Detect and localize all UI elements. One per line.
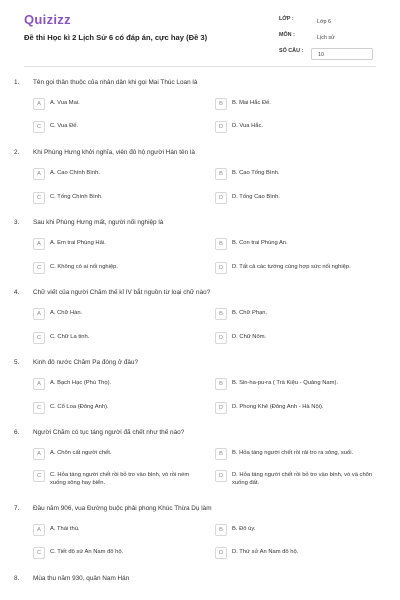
subject-label: MÔN : <box>279 32 295 38</box>
question-number: 4. <box>14 289 20 296</box>
option-b[interactable] <box>215 238 380 252</box>
option-letter-badge: D <box>215 332 227 344</box>
option-letter-badge: B <box>215 238 227 250</box>
option-text: A. Chôn cất người chết. <box>50 450 112 456</box>
question-text: Khi Phùng Hưng khởi nghĩa, viên đô hộ người Hán tên là <box>33 149 195 156</box>
option-a[interactable] <box>33 168 198 182</box>
option-d[interactable] <box>215 262 380 276</box>
option-a[interactable] <box>33 98 198 112</box>
class-label: LỚP : <box>279 16 294 22</box>
question-number: 1. <box>14 79 20 86</box>
option-letter-badge: B <box>215 98 227 110</box>
count-value: 10 <box>311 48 373 60</box>
option-d[interactable] <box>215 470 380 492</box>
option-text: D. Tống Cao Bình. <box>232 194 280 200</box>
option-text: B. Sin-ha-pu-ra ( Trà Kiệu - Quảng Nam). <box>232 380 338 386</box>
option-letter-badge: C <box>33 332 45 344</box>
option-a[interactable] <box>33 448 198 462</box>
header-divider <box>24 66 376 67</box>
option-letter-badge: A <box>33 238 45 250</box>
option-text: D. Vua Hắc. <box>232 123 264 129</box>
question-number: 8. <box>14 575 20 582</box>
option-c[interactable] <box>33 402 198 416</box>
option-letter-badge: C <box>33 470 45 482</box>
option-letter-badge: A <box>33 378 45 390</box>
option-text: A. Cao Chính Bình. <box>50 170 100 176</box>
option-letter-badge: D <box>215 402 227 414</box>
option-text: A. Vua Mai. <box>50 100 80 106</box>
option-letter-badge: D <box>215 192 227 204</box>
option-letter-badge: A <box>33 98 45 110</box>
option-letter-badge: D <box>215 547 227 559</box>
option-text: D. Phong Khê (Đông Anh - Hà Nội). <box>232 404 324 410</box>
class-value: Lớp 6 <box>317 19 332 25</box>
option-b[interactable] <box>215 524 380 538</box>
option-letter-badge: D <box>215 121 227 133</box>
option-text: C. Vua Đế. <box>50 123 79 129</box>
subject-value: Lịch sử <box>317 35 335 41</box>
option-letter-badge: A <box>33 448 45 460</box>
question-text: Đầu năm 906, vua Đường buộc phải phong Khúc Thừa Dụ làm <box>33 505 212 512</box>
option-text: A. Chữ Hán. <box>50 310 83 316</box>
option-d[interactable] <box>215 402 380 416</box>
option-letter-badge: C <box>33 121 45 133</box>
question-number: 5. <box>14 359 20 366</box>
page-title: Đề thi Học kì 2 Lịch Sử 6 có đáp án, cực hay (Đề 3) <box>24 33 208 42</box>
option-b[interactable] <box>215 448 380 462</box>
option-text: D. Tất cả các tướng cùng hợp sức nối nghiệp. <box>232 264 351 270</box>
option-text: A. Em trai Phùng Hải. <box>50 240 106 246</box>
option-text: D. Hỏa táng người chết rồi bỏ tro vào bình, vò và chôn xuống đất. <box>232 472 373 486</box>
option-text: B. Con trai Phùng An. <box>232 240 288 246</box>
meta-subject-row <box>279 32 373 48</box>
question-number: 2. <box>14 149 20 156</box>
option-text: B. Hỏa táng người chết rồi rải tro ra sông, suối. <box>232 450 354 456</box>
option-text: C. Tống Chính Bình. <box>50 194 103 200</box>
option-text: A. Thái thú. <box>50 526 80 532</box>
option-text: C. Chữ La tinh. <box>50 334 90 340</box>
meta-class-row <box>279 16 373 32</box>
option-c[interactable] <box>33 332 198 346</box>
option-c[interactable] <box>33 262 198 276</box>
option-b[interactable] <box>215 98 380 112</box>
option-c[interactable] <box>33 547 198 561</box>
question-number: 6. <box>14 429 20 436</box>
question-number: 3. <box>14 219 20 226</box>
option-text: C. Hỏa táng người chết rồi bỏ tro vào bình, vò rồi ném xuống sông hay biển. <box>50 472 190 486</box>
option-letter-badge: D <box>215 470 227 482</box>
meta-count-row <box>279 48 373 64</box>
question-text: Mùa thu năm 930, quân Nam Hán <box>33 575 130 582</box>
quizizz-logo: Quizizz <box>24 12 71 27</box>
option-d[interactable] <box>215 547 380 561</box>
option-c[interactable] <box>33 470 198 492</box>
question-text: Sau khi Phùng Hưng mất, người nối nghiệp là <box>33 219 164 226</box>
option-letter-badge: C <box>33 547 45 559</box>
count-label: SỐ CÂU : <box>279 48 304 54</box>
option-a[interactable] <box>33 238 198 252</box>
option-letter-badge: B <box>215 308 227 320</box>
option-a[interactable] <box>33 308 198 322</box>
option-letter-badge: C <box>33 402 45 414</box>
option-letter-badge: A <box>33 308 45 320</box>
option-text: B. Chữ Phạn. <box>232 310 268 316</box>
option-text: B. Đô úy. <box>232 526 256 532</box>
option-c[interactable] <box>33 121 198 135</box>
option-c[interactable] <box>33 192 198 206</box>
option-letter-badge: A <box>33 168 45 180</box>
option-d[interactable] <box>215 121 380 135</box>
option-b[interactable] <box>215 378 380 392</box>
question-text: Chữ viết của người Chăm thế kỉ IV bắt nguồn từ loại chữ nào? <box>33 289 211 296</box>
question-text: Kinh đô nước Chăm Pa đóng ở đâu? <box>33 359 139 366</box>
option-letter-badge: A <box>33 524 45 536</box>
option-text: C. Tiết độ sứ An Nam đô hộ. <box>50 549 124 555</box>
question-text: Tên gọi thân thuộc của nhân dân khi gọi Mai Thúc Loan là <box>33 79 198 86</box>
question-text: Người Chăm có tục táng người đã chết như thế nào? <box>33 429 185 436</box>
option-text: C. Không có ai nối nghiệp. <box>50 264 119 270</box>
option-letter-badge: B <box>215 524 227 536</box>
option-text: D. Thứ sử An Nam đô hộ. <box>232 549 299 555</box>
option-b[interactable] <box>215 168 380 182</box>
option-text: A. Bạch Hạc (Phú Thọ). <box>50 380 112 386</box>
option-letter-badge: D <box>215 262 227 274</box>
option-text: D. Chữ Nôm. <box>232 334 267 340</box>
option-d[interactable] <box>215 192 380 206</box>
meta-panel <box>279 16 373 64</box>
option-text: B. Mai Hắc Đế. <box>232 100 271 106</box>
option-text: C. Cổ Loa (Đông Anh). <box>50 404 109 410</box>
option-text: B. Cao Tống Bình. <box>232 170 280 176</box>
option-letter-badge: B <box>215 378 227 390</box>
option-letter-badge: C <box>33 192 45 204</box>
option-letter-badge: B <box>215 168 227 180</box>
worksheet-header <box>12 0 388 68</box>
option-a[interactable] <box>33 524 198 538</box>
option-b[interactable] <box>215 308 380 322</box>
question-number: 7. <box>14 505 20 512</box>
option-a[interactable] <box>33 378 198 392</box>
option-letter-badge: C <box>33 262 45 274</box>
option-letter-badge: B <box>215 448 227 460</box>
option-d[interactable] <box>215 332 380 346</box>
